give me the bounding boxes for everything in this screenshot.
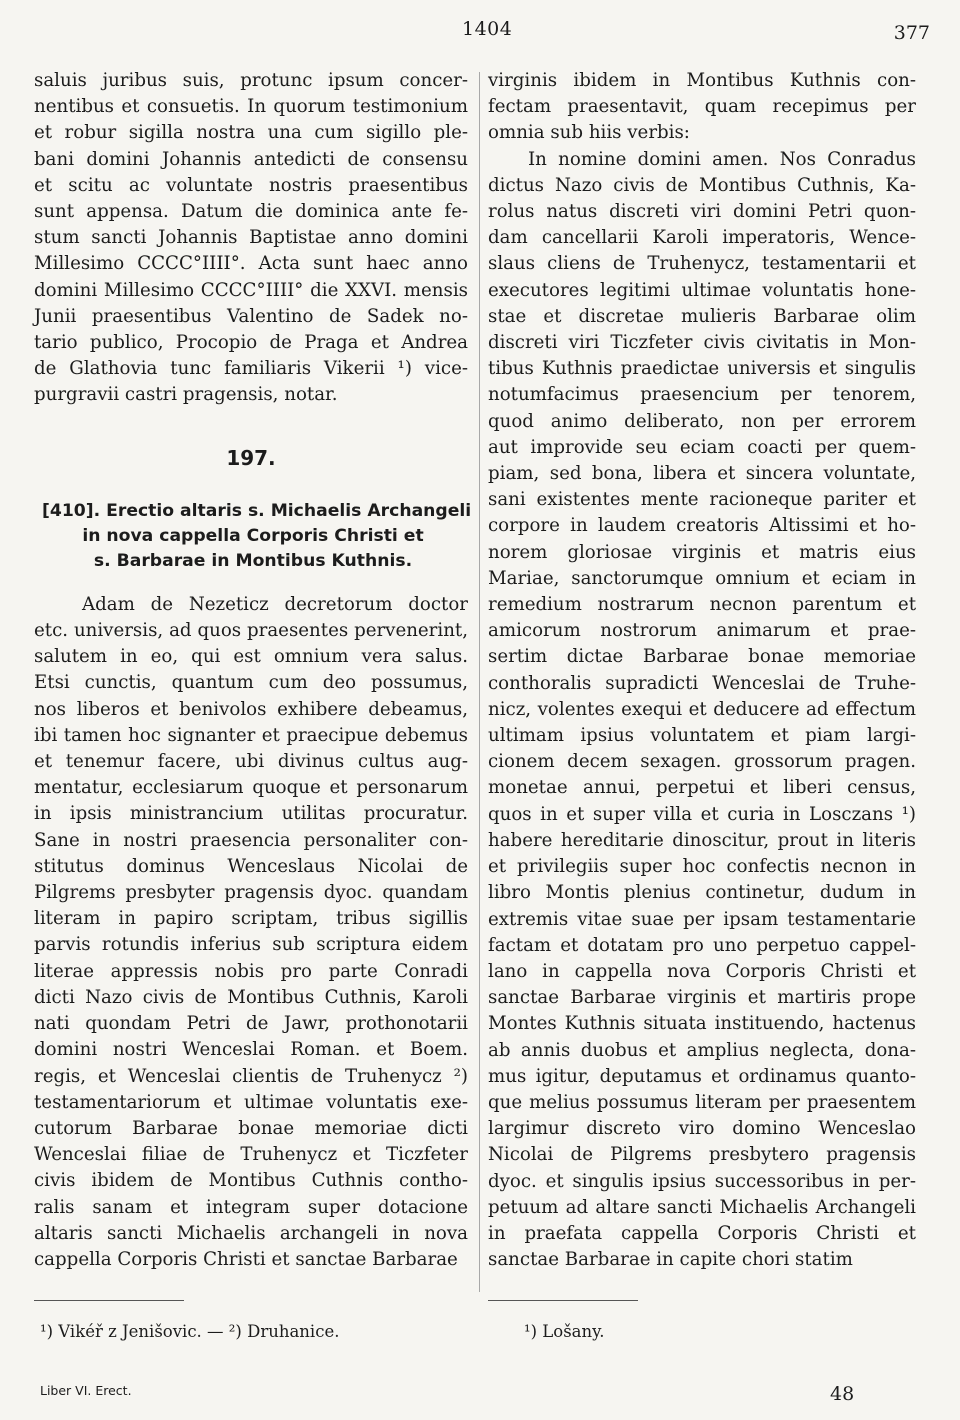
text-line: sanctae Barbarae in capite chori statim <box>488 1249 853 1271</box>
text-line: purgravii castri pragensis, notar. <box>34 384 338 406</box>
text-line: Wenceslai filiae de Truhenycz et Ticzfeter <box>34 1144 468 1166</box>
text-line: et tenemur facere, ubi divinus cultus aug- <box>34 751 468 773</box>
text-line: dictus Nazo civis de Montibus Cuthnis, Ka- <box>488 174 916 196</box>
text-line: altaris sancti Michaelis archangeli in nova <box>34 1222 468 1244</box>
text-line: et privilegiis super hoc confectis necnon in <box>488 856 916 878</box>
text-line: virginis ibidem in Montibus Kuthnis con- <box>488 70 916 91</box>
text-line: quod animo deliberato, non per errorem <box>488 410 916 432</box>
text-line: stitutus dominus Wenceslaus Nicolai de <box>34 855 468 877</box>
heading-line: s. Barbarae in Montibus Kuthnis. <box>93 550 413 571</box>
text-line: tibus Kuthnis praedictae universis et singulis <box>488 358 916 380</box>
text-line: bani domini Johannis antedicti de consensu <box>34 148 468 170</box>
text-line: extremis vitae suae per ipsam testamentarie <box>488 908 916 930</box>
text-line: rolus natus discreti viri domini Petri quon- <box>488 201 916 223</box>
text-line: quos in et super villa et curia in Losczans ¹) <box>488 803 916 825</box>
footnote-rule-left <box>34 1300 184 1301</box>
text-line: que melius possumus literam per praesentem <box>488 1091 916 1113</box>
text-line: amicorum nostrorum animarum et prae- <box>488 620 916 642</box>
text-line: testamentariorum et ultimae voluntatis exe- <box>34 1091 468 1113</box>
document-number: 197. <box>226 445 276 470</box>
text-line: fectam praesentavit, quam recepimus per <box>488 96 916 118</box>
text-line: mentatur, ecclesiarum quoque et personarum <box>34 777 468 799</box>
text-line: tario publico, Procopio de Praga et Andrea <box>34 332 468 354</box>
text-line: nicz, volentes exequi et deducere ad effectum <box>488 698 916 720</box>
text-line: libro Montis plenius continetur, dudum in <box>488 882 916 904</box>
text-line: ralis sanam et integram super dotacione <box>34 1196 468 1218</box>
document-heading <box>34 499 472 574</box>
text-line: cappella Corporis Christi et sanctae Barbarae <box>34 1248 458 1270</box>
text-line: nentibus et consuetis. In quorum testimonium <box>34 96 468 118</box>
right-column <box>488 68 916 1273</box>
text-line: dicti Nazo civis de Montibus Cuthnis, Karoli <box>34 986 468 1008</box>
document-body <box>34 592 468 1273</box>
text-line: nos liberos et benivolos exhibere debeamus, <box>34 698 468 720</box>
text-line: cionem decem sexagen. grossorum pragen. <box>488 751 916 773</box>
text-line: mus igitur, deputamus et ordinamus quanto- <box>488 1065 916 1087</box>
text-line: saluis juribus suis, protunc ipsum concer- <box>34 70 468 91</box>
text-line: petuum ad altare sancti Michaelis Archangeli <box>488 1196 916 1218</box>
text-line: literae appressis nobis pro parte Conradi <box>34 960 468 982</box>
text-line: Millesimo CCCC°IIII°. Acta sunt haec anno <box>34 253 468 275</box>
text-line: in praefata cappella Corporis Christi et <box>488 1222 916 1244</box>
text-line: slaus cliens de Truhenycz, testamentarii et <box>488 253 916 275</box>
intro-paragraph <box>34 68 468 409</box>
document-body-continued <box>488 68 916 1273</box>
text-line: nati quondam Petri de Jawr, prothonotarii <box>34 1013 468 1035</box>
text-line: dyoc. et singulis ipsius successoribus in per- <box>488 1170 916 1192</box>
text-line: cutorum Barbarae bonae memoriae dicti <box>34 1117 468 1139</box>
text-line: stum sancti Johannis Baptistae anno domini <box>34 227 468 249</box>
text-line: factam et dotatam pro uno perpetuo cappel- <box>488 934 916 956</box>
text-line: civis ibidem de Montibus Cuthnis contho- <box>34 1170 468 1192</box>
text-line: et scitu ac voluntate nostris praesentibus <box>34 174 468 196</box>
left-column <box>34 68 472 1273</box>
text-line: omnia sub hiis verbis: <box>488 122 690 144</box>
text-line: Nicolai de Pilgrems presbytero pragensis <box>488 1144 916 1166</box>
signature-number: 48 <box>830 1383 855 1405</box>
text-line: domini nostri Wenceslai Roman. et Boem. <box>34 1039 468 1061</box>
text-line: lano in cappella nova Corporis Christi et <box>488 960 916 982</box>
text-line: regis, et Wenceslai clientis de Truhenycz ²) <box>34 1065 468 1087</box>
text-line: ultimam ipsius voluntatem et piam largi- <box>488 725 916 747</box>
text-line: norem gloriosae virginis et matris eius <box>488 541 916 563</box>
column-divider <box>479 72 480 1292</box>
text-line: Junii praesentibus Valentino de Sadek no- <box>34 305 468 327</box>
text-line: sunt appensa. Datum die dominica ante fe- <box>34 201 468 223</box>
heading-line: in nova cappella Corporis Christi et <box>82 525 424 546</box>
text-line: sertim dictae Barbarae bonae memoriae <box>488 646 916 668</box>
footnote-rule-right <box>488 1300 638 1301</box>
text-line: sani existentes mente racioneque pariter et <box>488 489 916 511</box>
text-line: piam, sed bona, libera et sincera voluntate, <box>488 463 916 485</box>
text-line: et robur sigilla nostra una cum sigillo ple- <box>34 122 468 144</box>
text-line: Etsi cunctis, quantum cum deo possumus, <box>34 672 468 694</box>
heading-line: [410]. Erectio altaris s. Michaelis Archangeli <box>42 500 472 521</box>
text-line: conthoralis supradicti Wenceslai de Truhe- <box>488 672 916 694</box>
text-line: executores legitimi ultimae voluntatis hone- <box>488 279 916 301</box>
text-line: ab annis duobus et amplius neglecta, dona- <box>488 1039 916 1061</box>
text-line: etc. universis, ad quos praesentes pervenerint, <box>34 620 468 642</box>
text-line: Sane in nostri praesencia personaliter con- <box>34 829 468 851</box>
text-line: salutem in eo, qui est omnium vera salus. <box>34 646 468 668</box>
text-line: notumfacimus praesencium per tenorem, <box>488 384 916 406</box>
text-line: de Glathovia tunc familiaris Vikerii ¹) vice- <box>34 358 468 380</box>
text-line: in ipsis ministrancium utilitas procuratur. <box>34 803 468 825</box>
text-line: monetae annui, perpetui et liberi census, <box>488 777 916 799</box>
text-line: parvis rotundis inferius sub scriptura eidem <box>34 934 468 956</box>
page-year: 1404 <box>462 18 513 40</box>
text-line: Mariae, sanctorumque omnium et eciam in <box>488 567 916 589</box>
text-line: aut improvide seu eciam coacti per quem- <box>488 436 916 458</box>
text-line: largimur discreto viro domino Wenceslao <box>488 1118 916 1140</box>
source-mark: Liber VI. Erect. <box>40 1383 132 1398</box>
text-line: Pilgrems presbyter pragensis dyoc. quandam <box>34 882 468 904</box>
text-line: domini Millesimo CCCC°IIII° die XXVI. mensis <box>34 279 468 301</box>
text-line: corpore in laudem creatoris Altissimi et ho- <box>488 515 916 537</box>
text-line: remedium nostrarum necnon parentum et <box>488 594 916 616</box>
page-number: 377 <box>893 22 930 44</box>
footnote-left: ¹) Vikéř z Jenišovic. — ²) Druhanice. <box>40 1322 340 1341</box>
text-line: sanctae Barbarae virginis et martiris prope <box>488 987 916 1009</box>
text-line: Montes Kuthnis situata instituendo, hactenus <box>488 1013 916 1035</box>
footnote-right: ¹) Lošany. <box>524 1322 605 1341</box>
text-line: stae et discretae mulieris Barbarae olim <box>488 305 916 327</box>
text-line: ibi tamen hoc signanter et praecipue debemus <box>34 724 468 746</box>
text-line: habere hereditarie dinoscitur, prout in literis <box>488 829 916 851</box>
text-line: Adam de Nezeticz decretorum doctor <box>82 593 468 615</box>
text-line: dam cancellarii Karoli imperatoris, Wence- <box>488 227 916 249</box>
text-line: discreti viri Ticzfeter civis civitatis in Mon- <box>488 332 916 354</box>
text-line: literam in papiro scriptam, tribus sigillis <box>34 908 468 930</box>
text-line: In nomine domini amen. Nos Conradus <box>528 148 916 170</box>
